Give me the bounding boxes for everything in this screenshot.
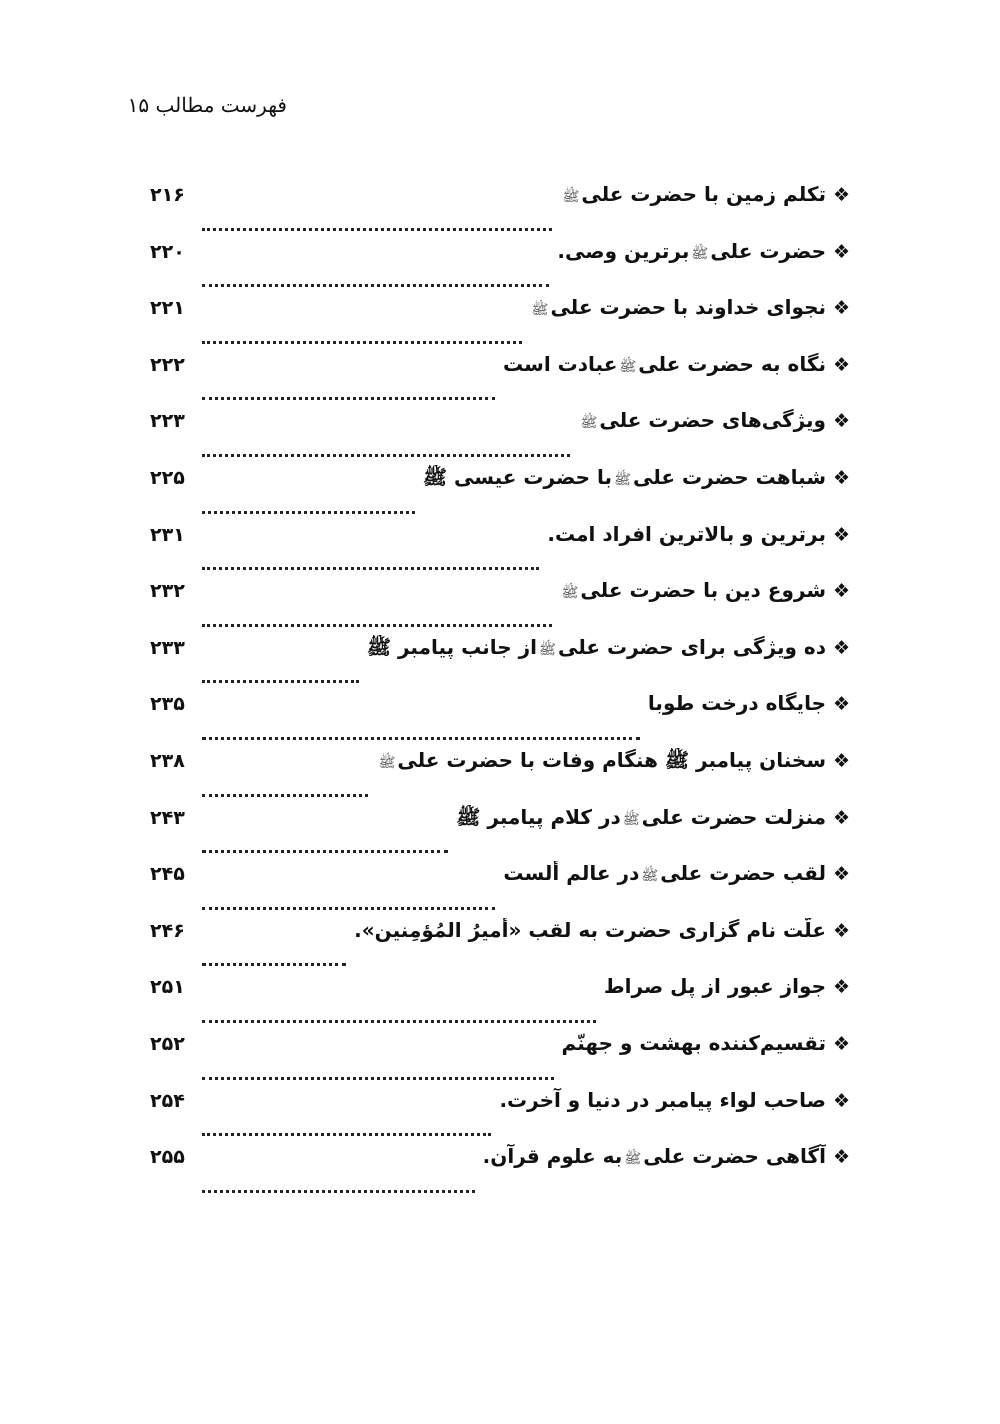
toc-entry-title (560, 182, 826, 208)
dot-leader (202, 1020, 596, 1023)
honorific-symbol: ﷺ (641, 868, 659, 885)
toc-page-number: ۲۲۰ (150, 240, 185, 263)
toc-entry-title (503, 352, 826, 378)
toc-entry-title (560, 578, 827, 604)
honorific-symbol: ﷺ (624, 1151, 642, 1168)
dot-leader (202, 567, 539, 570)
toc-entry-suffix: در عالم ألست (503, 861, 640, 886)
toc-entry-text: شباهت حضرت علی (632, 464, 826, 489)
toc-entry-text: ده ویژگی برای حضرت علی (557, 634, 826, 659)
toc-entry-text: آگاهی حضرت علی (643, 1144, 826, 1169)
bullet-icon: ❖ (832, 353, 850, 376)
dot-leader (202, 680, 359, 683)
toc-entry-text: جواز عبور از پل صراط (603, 974, 826, 999)
toc-entry (150, 689, 850, 746)
honorific-symbol: ﷺ (531, 302, 549, 319)
toc-entry-title (483, 1144, 826, 1170)
toc-entry-title (499, 1088, 826, 1112)
toc-page-number: ۲۳۱ (150, 523, 185, 546)
dot-leader (202, 1190, 475, 1193)
toc-entry-title (423, 465, 826, 494)
toc-page-number: ۲۳۳ (150, 636, 185, 659)
bullet-icon: ❖ (832, 184, 850, 206)
toc-entry-text: نجوای خداوند با حضرت علی (550, 295, 826, 320)
toc-entry (150, 1029, 850, 1086)
toc-entry (150, 293, 850, 350)
toc-page-number: ۲۳۵ (150, 693, 185, 716)
toc-entry-text: ویژگی‌های حضرت علی (599, 408, 826, 433)
toc-entry-title (648, 691, 826, 715)
bullet-icon: ❖ (832, 806, 850, 829)
toc-entry-text: شروع دین با حضرت علی (580, 578, 826, 603)
toc-page-number: ۲۴۶ (150, 919, 185, 942)
honorific-symbol: ﷺ (614, 471, 631, 488)
honorific-symbol: ﷺ (580, 415, 598, 432)
dot-leader (202, 284, 549, 287)
honorific-symbol: ﷺ (622, 811, 640, 828)
bullet-icon: ❖ (832, 1032, 850, 1055)
toc-page-number: ۲۲۲ (150, 353, 185, 376)
toc-entry-title (503, 861, 826, 887)
toc-entry (150, 1086, 850, 1143)
toc-entry (150, 463, 850, 520)
bullet-icon: ❖ (832, 976, 850, 999)
dot-leader (202, 794, 368, 797)
honorific-symbol: ﷺ (378, 754, 396, 771)
toc-entry-text: برترین و بالاترین افراد امت. (547, 521, 826, 546)
dot-leader (202, 963, 346, 966)
bullet-icon: ❖ (832, 523, 850, 546)
toc-page-number: ۲۲۳ (150, 410, 185, 433)
toc-entry (150, 520, 850, 577)
toc-entry-title (456, 805, 826, 834)
dot-leader (202, 397, 495, 400)
bullet-icon: ❖ (832, 693, 850, 716)
bullet-icon: ❖ (832, 749, 850, 772)
toc-entry-text: جایگاه درخت طوبا (647, 691, 826, 716)
toc-entry (150, 1142, 850, 1199)
toc-page-number: ۲۳۲ (150, 580, 185, 603)
toc-page-number: ۲۵۵ (150, 1146, 185, 1169)
table-of-contents (150, 180, 850, 1199)
toc-page-number: ۲۳۸ (150, 749, 185, 772)
toc-entry (150, 406, 850, 463)
dot-leader (202, 1133, 491, 1136)
toc-entry-title (354, 918, 826, 942)
bullet-icon: ❖ (832, 863, 850, 886)
dot-leader (202, 850, 448, 853)
toc-entry (150, 237, 850, 294)
dot-leader (202, 907, 495, 910)
toc-entry-suffix: برترین وصی. (557, 238, 690, 263)
toc-entry-title (367, 635, 826, 664)
bullet-icon: ❖ (832, 466, 850, 489)
toc-entry-text: نگاه به حضرت علی (638, 351, 826, 376)
bullet-icon: ❖ (832, 410, 850, 433)
toc-page-number: ۲۴۳ (150, 806, 185, 829)
toc-page-number: ۲۲۱ (150, 297, 185, 320)
toc-entry (150, 576, 850, 633)
toc-page-number: ۲۵۲ (150, 1032, 185, 1055)
toc-page-number: ۲۱۶ (150, 184, 185, 206)
toc-entry (150, 859, 850, 916)
bullet-icon: ❖ (832, 636, 850, 659)
toc-page-number: ۲۵۱ (150, 976, 185, 999)
running-head: فهرست مطالب ۱۵ (127, 93, 287, 117)
dot-leader (202, 228, 552, 231)
bullet-icon: ❖ (832, 297, 850, 320)
honorific-symbol: ﷺ (691, 245, 709, 262)
toc-entry-title (562, 1031, 826, 1055)
toc-entry-text: صاحب لواء پیامبر در دنیا و آخرت. (499, 1087, 826, 1112)
toc-entry-title (547, 522, 826, 546)
toc-entry-text: لقب حضرت علی (660, 861, 826, 886)
toc-entry-text: علّت نام گزاری حضرت به لقب «أميرُ المُؤمِنين». (354, 917, 826, 942)
toc-entry (150, 972, 850, 1029)
toc-entry-title (604, 974, 826, 998)
toc-entry (150, 633, 850, 690)
toc-entry-suffix: به علوم قرآن. (482, 1144, 623, 1169)
dot-leader (202, 341, 522, 344)
honorific-symbol: ﷺ (619, 358, 637, 375)
toc-page-number: ۲۵۴ (150, 1089, 185, 1112)
toc-entry-title (578, 408, 826, 434)
toc-entry-text: حضرت علی (710, 238, 826, 263)
dot-leader (202, 1077, 554, 1080)
toc-entry-suffix: با حضرت عیسی ﷺ (422, 464, 613, 489)
honorific-symbol: ﷺ (539, 641, 556, 658)
toc-entry-text: سخنان پیامبر ﷺ هنگام وفات با حضرت علی (397, 747, 826, 772)
toc-entry-suffix: از جانب پیامبر ﷺ (366, 634, 538, 659)
toc-entry (150, 180, 850, 237)
toc-page-number: ۲۴۵ (150, 863, 185, 886)
bullet-icon: ❖ (832, 240, 850, 263)
toc-entry-title (557, 239, 826, 265)
toc-entry (150, 916, 850, 973)
toc-entry-title (530, 295, 826, 321)
dot-leader (202, 624, 552, 627)
toc-entry-suffix: در کلام پیامبر ﷺ (456, 804, 621, 829)
toc-entry (150, 803, 850, 860)
dot-leader (202, 511, 415, 514)
dot-leader (202, 454, 570, 457)
toc-entry (150, 746, 850, 803)
toc-entry (150, 350, 850, 407)
toc-page-number: ۲۲۵ (150, 466, 185, 489)
bullet-icon: ❖ (832, 580, 850, 603)
toc-entry-text: تقسیم‌کننده بهشت و جهنّم (561, 1030, 826, 1055)
toc-entry-title (376, 748, 826, 777)
toc-entry-text: تکلم زمین با حضرت علی (581, 182, 826, 206)
bullet-icon: ❖ (832, 1089, 850, 1112)
bullet-icon: ❖ (832, 919, 850, 942)
bullet-icon: ❖ (832, 1146, 850, 1169)
dot-leader (202, 737, 640, 740)
honorific-symbol: ﷺ (562, 189, 580, 205)
toc-entry-text: منزلت حضرت علی (641, 804, 826, 829)
honorific-symbol: ﷺ (561, 585, 579, 602)
toc-entry-suffix: عبادت است (503, 351, 618, 376)
